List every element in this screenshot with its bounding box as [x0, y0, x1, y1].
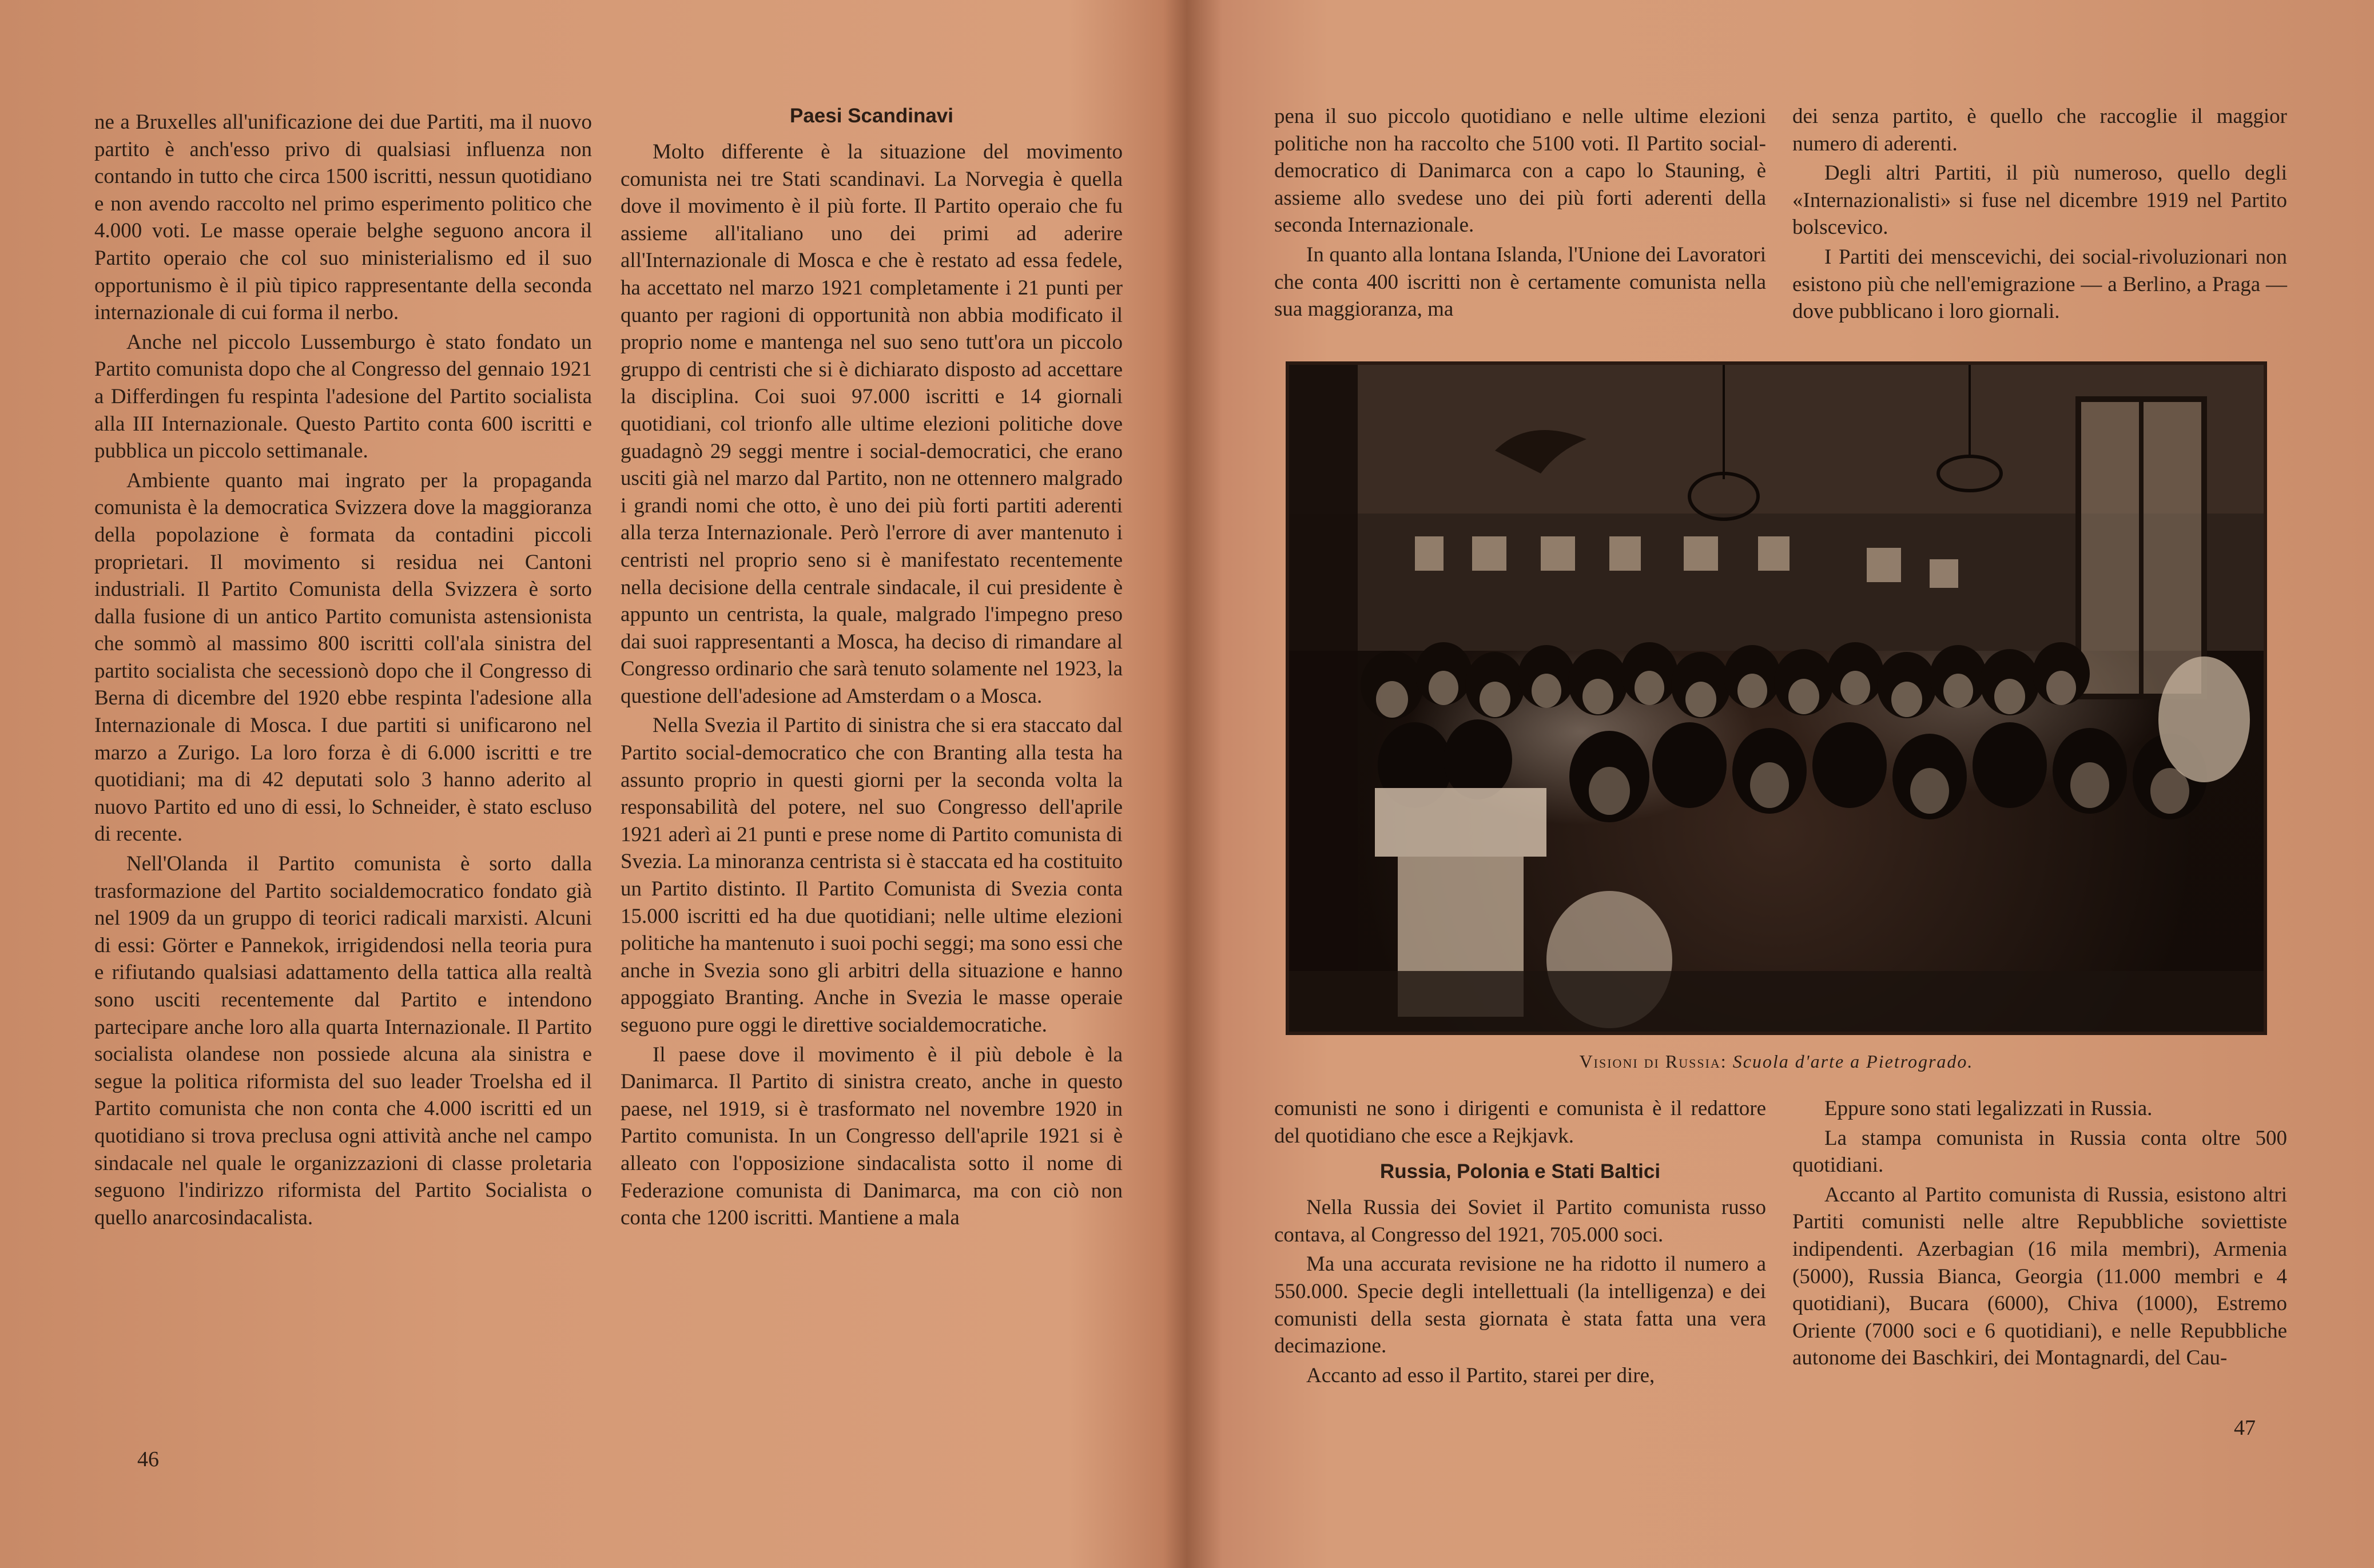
paragraph: Ambiente quanto mai ingrato per la propaganda comunista è la democratica Svizzera dove la maggioranza della popolazione è formata da contadini piccoli proprietari. Il movimento si residua nei Cantoni industriali. Il Partito Comunista della Svizzera è sorto dalla fusione di un antico Partito comunista astensionista che sommò al massimo 800 iscritti coll'ala sinistra del partito socialista che secessionò dopo che il Congresso di Berna di dicembre del 1920 ebbe respinta l'adesione alla Internazionale di Mosca. I due partiti si unificarono nel marzo a Zurigo. La loro forza è di 6.000 iscritti e tre quotidiani; ma di 42 deputati solo 3 hanno aderito al nuovo Partito ed uno di essi, lo Schneider, è stato escluso di recente. [94, 468, 592, 846]
section-heading: Paesi Scandinavi [790, 105, 953, 127]
paragraph: Nell'Olanda il Partito comunista è sorto dalla trasformazione del Partito socialdemocratico fondato già nel 1909 da un gruppo di teorici radicali marxisti. Alcuni di essi: Görter e Pannekok, irrigidendosi nella teoria pura e rifiutando qualsiasi adattamento della tattica alla realtà sono usciti recentemente dal Partito e intendono partecipare anche loro alla quarta Internazionale. Il Partito socialista olandese non possiede alcuna ala sinistra e segue la politica riformista del suo leader Troelsha ed il Partito comunista che non conta che 4.000 iscritti ed un quotidiano si trova preclusa ogni attività anche nel campo sindacale nel quale le organizzazioni di classe proletaria seguono l'indirizzo riformista del Partito Socialista o quello anarcosindacalista. [94, 852, 592, 1229]
paragraph: dei senza partito, è quello che raccoglie il maggior numero di aderenti. [1792, 105, 2287, 156]
right-page-column-2-bottom [1792, 1095, 2287, 1374]
left-page-column-2 [621, 102, 1123, 1234]
paragraph: Nella Russia dei Soviet il Partito comunista russo contava, al Congresso del 1921, 705.000 soci. [1274, 1196, 1766, 1247]
left-page-column-1 [94, 109, 592, 1233]
paragraph: La stampa comunista in Russia conta oltre 500 quotidiani. [1792, 1126, 2287, 1177]
paragraph: Eppure sono stati legalizzati in Russia. [1824, 1097, 2153, 1120]
paragraph: Degli altri Partiti, il più numeroso, quello degli «Internazionalisti» si fuse nel dicembre 1919 nel Partito bolscevico. [1792, 161, 2287, 240]
paragraph: Nella Svezia il Partito di sinistra che si era staccato dal Partito social-democratico che con Branting alla testa ha assunto proprio in questi giorni per la seconda volta la responsabilità del potere, nel suo Congresso dell'aprile 1921 aderì ai 21 punti e prese nome di Partito comunista di Svezia. La minoranza centrista si è staccata ed ha costituito un Partito distinto. Il Partito Comunista di Svezia conta 15.000 iscritti ed ha due quotidiani; nelle ultime elezioni politiche ha mantenuto i suoi pochi seggi; ma sono essi che anche in Svezia sono gli arbitri della situazione e hanno appoggiato Branting. Anche in Svezia le masse operaie seguono pure oggi le direttive socialdemocratiche. [621, 714, 1123, 1037]
paragraph: Accanto al Partito comunista di Russia, esistono altri Partiti comunisti nelle altre Repubbliche soviettiste indipendenti. Azerbagian (16 mila membri), Armenia (5000), Russia Bianca, Georgia (11.000 membri e 4 quotidiani), Bucara (6000), Chiva (1000), Estremo Oriente (7000 soci e 6 quotidiani), e nelle Repubbliche autonome dei Baschkiri, dei Montagnardi, del Cau- [1792, 1183, 2287, 1370]
page-number: 46 [137, 1447, 159, 1471]
paragraph: Accanto ad esso il Partito, starei per dire, [1306, 1363, 1655, 1387]
right-page-column-1-bottom [1274, 1095, 1766, 1391]
photograph-art-school [1286, 361, 2267, 1035]
caption-title: Scuola d'arte a Pietrogrado. [1732, 1051, 1974, 1072]
paragraph: Anche nel piccolo Lussemburgo è stato fondato un Partito comunista dopo che al Congresso del gennaio 1921 a Differdingen fu respinta l'adesione del Partito socialista alla III Internazionale. Questo Partito conta 600 iscritti e pubblica un piccolo settimanale. [94, 330, 592, 463]
paragraph: pena il suo piccolo quotidiano e nelle ultime elezioni politiche non ha raccolto che 5100 voti. Il Partito social-democratico di Danimarca con a capo lo Stauning, è assieme allo svedese uno dei più forti aderenti della seconda Internazionale. [1274, 105, 1766, 237]
paragraph: ne a Bruxelles all'unificazione dei due Partiti, ma il nuovo partito è anch'esso privo di qualsiasi influenza non contando in tutto che circa 1500 iscritti, nessun quotidiano e non avendo raccolto nel primo esperimento politico che 4.000 voti. Le masse operaie belghe seguono ancora il Partito operaio che col suo ministerialismo ed il suo opportunismo è il più tipico rappresentante della seconda internazionale di cui forma il nerbo. [94, 110, 592, 325]
paragraph: I Partiti dei menscevichi, dei social-rivoluzionari non esistono più che nell'emigrazione — a Berlino, a Praga — dove pubblicano i loro giornali. [1792, 245, 2287, 324]
paragraph: Molto differente è la situazione del movimento comunista nei tre Stati scandinavi. La Norvegia è quella dove il movimento è il più forte. Il Partito operaio che fu assieme all'italiano uno dei primi ad aderire all'Internazionale di Mosca e che è restato ad essa fedele, ha accettato nel marzo 1921 completamente i 21 punti per quanto per ragioni di opportunità non abbia modificato il proprio nome e mantenga nel suo seno tutt'ora un piccolo gruppo di centristi che si è dichiarato disposto ad accettare la disciplina. Coi suoi 97.000 iscritti e 14 giornali quotidiani, col trionfo alle ultime elezioni politiche dove guadagnò 29 seggi mentre i social-democratici, che erano usciti già nel marzo dal Partito, non ne ottennero malgrado i grandi nomi che otto, è uno dei più forti partiti aderenti alla terza Internazionale. Però l'errore di aver mantenuto i centristi nel proprio seno si è manifestato recentemente nella decisione della centrale sindacale, il cui presidente è appunto un centrista, la quale, malgrado l'impegno preso dai suoi rappresentanti a Mosca, ha deciso di rimandare al Congresso ordinario che sarà tenuto solamente nel 1923, la questione dell'adesione ad Amsterdam o a Mosca. [621, 140, 1123, 708]
paragraph: In quanto alla lontana Islanda, l'Unione dei Lavoratori che conta 400 iscritti non è certamente comunista nella sua maggioranza, ma [1274, 242, 1766, 321]
section-heading: Russia, Polonia e Stati Baltici [1379, 1160, 1661, 1183]
paragraph: comunisti ne sono i dirigenti e comunista è il redattore del quotidiano che esce a Rejkjavk. [1274, 1097, 1766, 1148]
page-number: 47 [2234, 1416, 2256, 1440]
caption-lead: Visioni di Russia: [1579, 1051, 1727, 1072]
right-page-column-2-top [1792, 103, 2287, 328]
photograph-illustration [1289, 365, 2267, 1035]
figure-caption [1286, 1051, 2267, 1072]
paragraph: Ma una accurata revisione ne ha ridotto il numero a 550.000. Specie degli intellettuali (la intelligenza) e dei comunisti della sesta giornata è stata fatta una vera decimazione. [1274, 1252, 1766, 1358]
right-page-column-1-top [1274, 103, 1766, 325]
paragraph: Il paese dove il movimento è il più debole è la Danimarca. Il Partito di sinistra creato, anche in questo paese, nel 1919, si è trasformato nel novembre 1920 in Partito comunista. In un Congresso dell'aprile 1921 si è alleato con l'opposizione sindacalista sotto il nome di Federazione comunista di Danimarca, ma con ciò non conta che 1200 iscritti. Mantiene a mala [621, 1042, 1123, 1230]
